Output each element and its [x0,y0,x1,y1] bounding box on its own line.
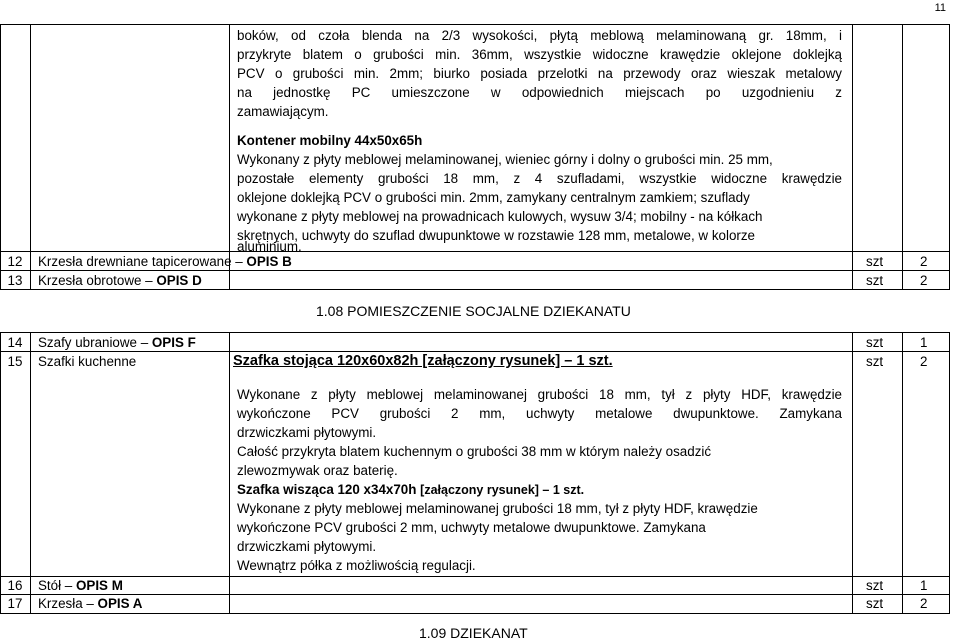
col-divider [902,24,903,289]
row-unit: szt [866,596,884,611]
row-qty: 2 [920,596,928,611]
row-number: 13 [7,273,23,288]
szafka-wiszaca-title [237,480,584,500]
row-number: 15 [7,354,23,369]
table-row [0,594,950,613]
table-row [0,252,950,271]
row-number: 12 [7,254,23,269]
text-line: PCV o grubości min. 2mm; biurko posiada przelotki na przewody oraz wieszak metalowy [237,66,842,81]
title-suffix: [załączony rysunek] – 1 szt. [420,483,585,497]
text-line: wykończone PCV grubości 2 mm, uchwyty metalowe dwupunktowe. Zamykana [237,406,842,421]
item-opis: OPIS M [75,578,123,593]
row-name: Szafki kuchenne [38,354,137,369]
text-line: aluminium. [237,239,302,254]
row-name [38,594,142,613]
text-line: Całość przykryta blatem kuchennym o grubości 38 mm w którym należy osadzić [237,444,712,459]
row-unit: szt [866,335,884,350]
section-heading: 1.08 POMIESZCZENIE SOCJALNE DZIEKANATU [316,303,631,319]
row-number: 14 [7,335,23,350]
row-qty: 1 [920,578,928,593]
text-line: Wykonane z płyty meblowej melaminowanej grubości 18 mm, tył z płyty HDF, krawędzie [237,387,842,402]
row-unit: szt [866,354,884,369]
text-line: drzwiczkami płytowymi. [237,539,377,554]
kontener-title: Kontener mobilny 44x50x65h [237,133,423,148]
table-top-border [0,24,950,25]
szafka-stojaca-title: Szafka stojąca 120x60x82h [załączony rysunek] – 1 szt. [233,353,613,369]
table-row [0,333,950,352]
item-opis: OPIS A [97,596,143,611]
col-divider [0,24,1,289]
item-name: Krzesła – [38,596,98,611]
item-name: Krzesła obrotowe – [38,273,157,288]
col-divider [852,24,853,289]
item-opis: OPIS D [156,273,202,288]
row-name [38,333,196,352]
text-line: zamawiającym. [237,104,329,119]
text-line: wykończone PCV grubości 2 mm, uchwyty metalowe dwupunktowe. Zamykana [237,520,706,535]
col-divider [229,24,230,289]
col-divider [949,24,950,289]
table-row [0,576,950,595]
text-line: przykryte blatem o grubości min. 36mm, wszystkie widoczne krawędzie oklejone doklejką [237,47,842,62]
row-qty: 1 [920,335,928,350]
item-name: Krzesła drewniane tapicerowane – [38,254,247,269]
text-line: oklejone doklejką PCV o grubości min. 2mm, zamykany centralnym zamkiem; szuflady [237,190,750,205]
item-opis: OPIS F [151,335,196,350]
text-line: zlewozmywak oraz baterię. [237,463,398,478]
text-line: wykonane z płyty meblowej na prowadnicach kulowych, wysuw 3/4; mobilny - na kółkach [237,209,763,224]
col-divider [30,24,31,289]
text-line: boków, od czoła blenda na 2/3 wysokości, płytą meblową melaminowaną gr. 18mm, i [237,28,842,43]
table-row [0,271,950,290]
text-line: skrętnych, uchwyty do szuflad dwupunktowe w rozstawie 128 mm, metalowe, w kolorze [237,228,755,243]
text-line: Wykonane z płyty meblowej melaminowanej grubości 18 mm, tył z płyty HDF, krawędzie [237,501,758,516]
text-line: pozostałe elementy grubości 18 mm, z 4 szufladami, wszystkie widoczne krawędzie [237,171,842,186]
row-divider [0,613,950,614]
row-number: 16 [7,578,23,593]
page-number: 11 [934,2,946,14]
row-name [38,252,292,271]
item-opis: OPIS B [246,254,292,269]
row-unit: szt [866,273,884,288]
text-line: na jednostkę PC umieszczone w odpowiednich miejscach po uzgodnieniu z [237,85,842,100]
row-name [38,271,202,290]
item-name: Szafy ubraniowe – [38,335,152,350]
row-number: 17 [7,596,23,611]
title-main: Szafka wisząca 120 x34x70h [237,482,417,497]
row-qty: 2 [920,273,928,288]
row-unit: szt [866,578,884,593]
text-line: Wewnątrz półka z możliwością regulacji. [237,558,476,573]
item-name: Stół – [38,578,76,593]
text-line: Wykonany z płyty meblowej melaminowanej, wieniec górny i dolny o grubości min. 25 mm, [237,152,773,167]
section-heading: 1.09 DZIEKANAT [419,625,528,641]
row-name [38,576,123,595]
row-qty: 2 [920,254,928,269]
row-unit: szt [866,254,884,269]
row-qty: 2 [920,354,928,369]
text-line: drzwiczkami płytowymi. [237,425,377,440]
